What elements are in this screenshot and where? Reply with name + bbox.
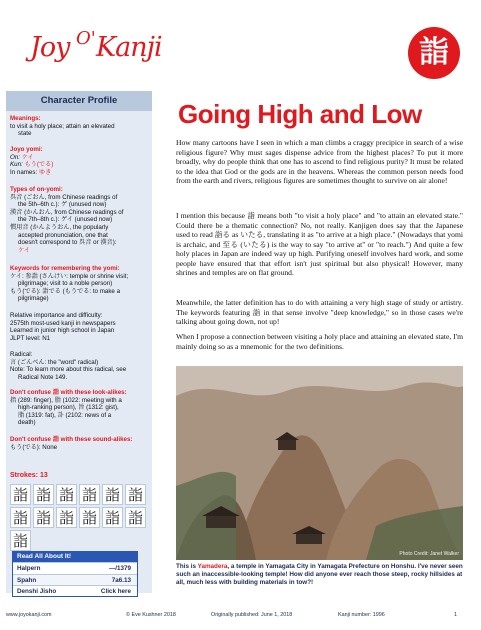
- radical-line: Note: To learn more about this radical, see: [10, 366, 127, 374]
- article-title: Going High and Low: [178, 99, 422, 129]
- onyomi-line: 漢音 (かんおん, from Chinese readings of: [10, 208, 124, 216]
- sound-alikes-section: [10, 436, 150, 451]
- importance-title: Relative importance and difficulty:: [10, 312, 103, 319]
- onyomi-line: ケイ: [18, 246, 30, 254]
- footer-copyright: © Eve Kushner 2018: [126, 612, 176, 618]
- names-line: [10, 169, 150, 177]
- sound-alike-line: もう(でる): None: [10, 443, 58, 451]
- reference-name: Spahn: [17, 576, 37, 584]
- keywords-section: [10, 265, 150, 303]
- radical-line: Radical Note 149.: [18, 373, 68, 381]
- stroke-order-grid: [10, 484, 150, 550]
- onyomi-line: 慣用音 (かんようおん, the popularly: [10, 223, 109, 231]
- keywords-title: Keywords for remembering the yomi:: [10, 265, 120, 272]
- meanings-title: Meanings:: [10, 115, 41, 122]
- kanji-badge: 詣: [408, 27, 460, 79]
- on-label: On:: [10, 153, 20, 161]
- on-yomi-line: [10, 154, 150, 162]
- denshi-jisho-link[interactable]: Click here: [100, 588, 131, 596]
- stroke-box: 詣: [10, 484, 31, 505]
- look-alike-line: death): [18, 419, 36, 427]
- onyomi-line: 呉音 (ごおん, from Chinese readings of: [10, 193, 118, 201]
- stroke-box: 詣: [10, 507, 31, 528]
- article-paragraph: When I propose a connection between visiting a holy place and attaining an elevated state, I'm mainly doing so as a mnemonic for the two definitions.: [176, 332, 463, 351]
- reference-row-spahn: [13, 574, 137, 586]
- reference-value: 7a6.13: [111, 576, 131, 584]
- sound-alikes-title: Don't confuse 詣 with these sound-alikes:: [10, 436, 133, 443]
- read-all-about-it-box: [12, 551, 138, 597]
- logo-kanji: Kanji: [96, 32, 162, 63]
- joyo-yomi-section: [10, 146, 150, 176]
- strokes-label: Strokes: 13: [10, 472, 48, 479]
- yamadera-illustration: [176, 366, 463, 560]
- stroke-box: 詣: [125, 484, 146, 505]
- footer-published: Originally published: June 1, 2018: [211, 612, 293, 618]
- logo-joy: Joy: [30, 32, 70, 63]
- stroke-box: 詣: [56, 507, 77, 528]
- meanings-section: [10, 115, 150, 138]
- keyword-line: もう(でる): 詣でる (もうでる: to make a: [10, 287, 121, 295]
- reference-name: Halpern: [17, 565, 41, 572]
- article-paragraph: I mention this because 詣 means both "to visit a holy place" and "to attain an elevated state." Could there be a thematic connection? No, not really. Kanjigen does say that the Japanese used to read 詣る as いたる, translating it as "to arrive at a high place." (Nowadays that yomi is archaic, and 至る (いたる) is the way to say "to arrive at" or "to reach.") And quite a few holy places in Japan are indeed way up high. Purifying oneself involves hard work, and some people have ensured that that effort isn't just spiritual but also physical! However, many shrines and temples are on flat ground.: [176, 211, 463, 277]
- caption-body: , a temple in Yamagata City in Yamagata Prefecture on Honshu. I've never seen such an inaccessible-looking temple! How did anyone ever reach those steep, rocky hillsides at all, much less with building materials in tow?!: [176, 563, 463, 586]
- look-alike-line: 指 (289: finger), 脂 (1022: meeting with a: [10, 396, 122, 404]
- radical-title: Radical:: [10, 351, 33, 358]
- stroke-box: 詣: [56, 484, 77, 505]
- read-box-title: Read All About It!: [13, 552, 137, 562]
- names-value: ゆき: [38, 168, 52, 176]
- yamadera-photo: [176, 366, 463, 560]
- keyword-line: pilgrimage): [18, 295, 49, 303]
- photo-caption: [176, 563, 463, 587]
- importance-line: Learned in junior high school in Japan: [10, 327, 115, 335]
- stroke-box: 詣: [102, 484, 123, 505]
- kun-label: Kun:: [10, 161, 23, 169]
- look-alike-line: high-ranking person), 旨 (1312: gist),: [18, 404, 119, 412]
- page-footer: [6, 612, 468, 622]
- importance-line: JLPT level: N1: [10, 334, 51, 342]
- joyo-yomi-title: Joyo yomi:: [10, 146, 43, 153]
- onyomi-types-section: [10, 186, 150, 254]
- meanings-line: to visit a holy place; attain an elevated: [10, 122, 115, 130]
- sidebar-title: Character Profile: [6, 91, 152, 111]
- stroke-box: 詣: [33, 484, 54, 505]
- footer-page-number: 1: [454, 612, 457, 618]
- stroke-box: 詣: [33, 507, 54, 528]
- look-alikes-title: Don't confuse 詣 with these look-alikes:: [10, 389, 127, 396]
- footer-kanji-number: Kanji number: 1996: [338, 612, 385, 618]
- keyword-line: ケイ: 参詣 (さんけい: temple or shrine visit;: [10, 272, 129, 280]
- radical-section: [10, 351, 150, 381]
- stroke-box: 詣: [10, 530, 31, 551]
- stroke-box: 詣: [79, 484, 100, 505]
- reference-value: —/1379: [108, 565, 131, 572]
- logo-o: O': [76, 28, 96, 49]
- joy-o-kanji-logo: [30, 24, 180, 70]
- kun-value: もう(でる): [24, 161, 54, 169]
- importance-section: [10, 312, 150, 342]
- stroke-box: 詣: [125, 507, 146, 528]
- reference-row-denshi-jisho[interactable]: [13, 585, 137, 597]
- caption-place: Yamadera: [197, 563, 228, 570]
- keyword-line: pilgrimage; visit to a noble person): [18, 280, 113, 288]
- onyomi-line: the 5th–6th c.): ゲ (unused now): [18, 201, 107, 209]
- photo-credit: Photo Credit: Janet Walker: [399, 551, 459, 557]
- onyomi-line: accepted pronunciation, one that: [18, 231, 108, 239]
- article-paragraph: Meanwhile, the latter definition has to do with attaining a very high stage of study or artistry. The keywords featuring 詣 in that sense involve "deep knowledge," so in those cases we're talking about going down, not up!: [176, 298, 463, 326]
- onyomi-line: the 7th–8th c.): ゲイ (unused now): [18, 216, 113, 224]
- onyomi-types-title: Types of on-yomi:: [10, 186, 63, 193]
- look-alike-line: 脂 (1319: fat), 訃 (2102: news of a: [18, 411, 112, 419]
- kun-yomi-line: [10, 161, 150, 169]
- reference-name: Denshi Jisho: [17, 588, 57, 596]
- stroke-box: 詣: [102, 507, 123, 528]
- reference-row-halpern: [13, 562, 137, 574]
- caption-prefix: This is: [176, 563, 198, 570]
- character-profile-sidebar: [6, 91, 152, 596]
- stroke-box: 詣: [79, 507, 100, 528]
- importance-line: 2575th most-used kanji in newspapers: [10, 319, 116, 327]
- names-label: In names:: [10, 168, 38, 176]
- onyomi-line: doesn't correspond to 呉音 or 漢音):: [18, 239, 117, 247]
- look-alikes-section: [10, 389, 150, 427]
- article-paragraph: How many cartoons have I seen in which a man climbs a craggy precipice in search of a wise religious figure? Why must sages dispense advice from the highest places? To put it more broadly, why do people think that one has to ascend to find religious purity? It must be related to the idea that God or the gods are in the heavens. Whereas the common person needs food from the earth and rivers, religious figures are sometimes thought to survive on air alone!: [176, 138, 463, 185]
- radical-line: 言 (ごんべん: the "word" radical): [10, 358, 99, 366]
- meanings-line: state: [18, 130, 32, 138]
- footer-site: www.joyokanji.com: [6, 612, 52, 618]
- on-value: ケイ: [21, 153, 34, 161]
